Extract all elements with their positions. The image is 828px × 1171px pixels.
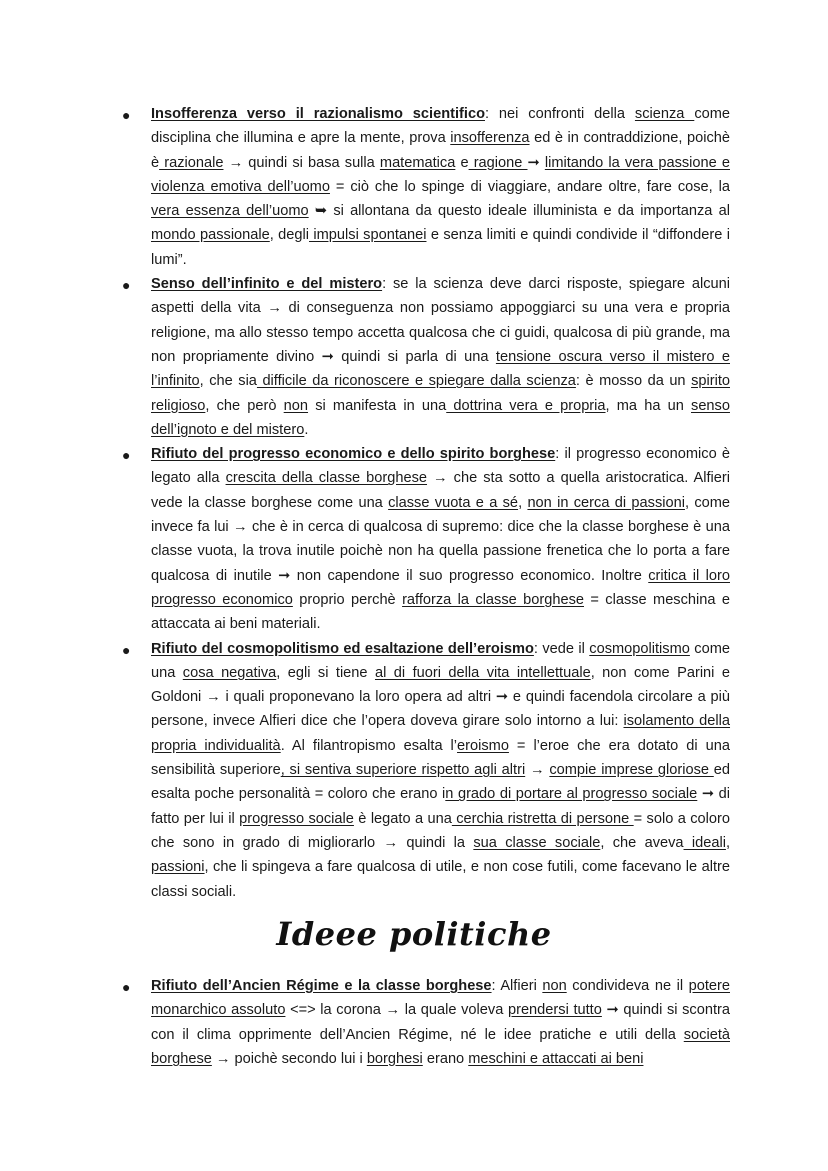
text-run: <=> la corona → la quale voleva	[285, 1002, 508, 1019]
paragraph	[151, 974, 730, 1071]
text-run: , come invece fa lui → che è in cerca di qualcosa di supremo: dice che la classe borghese è una classe vuota, la trova inutile poichè non ha quella passione frenetica che lo porta a fare qualcosa di inutile ➞ non capendone il suo progresso economico. Inoltre	[151, 494, 731, 584]
underlined-text: non	[542, 978, 567, 994]
text-run: si manifesta in una	[308, 397, 447, 414]
underlined-text: compie imprese gloriose	[549, 762, 714, 779]
text-run: e	[455, 154, 469, 171]
list-item	[118, 272, 730, 442]
text-run: come disciplina che illumina e apre la mente, prova	[151, 106, 730, 147]
text-run: ➞	[527, 154, 545, 171]
underlined-text: eroismo	[457, 737, 509, 754]
underlined-text: difficile da riconoscere e spiegare dalla scienza	[256, 373, 576, 390]
underlined-text: progresso sociale	[239, 810, 354, 827]
text-run: ➞ quindi si scontra con il clima opprimente dell’Ancien Régime, né le idee pratiche e utili della	[151, 1002, 730, 1043]
text-run: erano	[422, 1050, 469, 1067]
bullet-list-politica	[118, 974, 730, 1071]
text-run: → poichè secondo lui i	[211, 1050, 367, 1067]
underlined-text: mondo passionale	[151, 227, 270, 244]
item-title: Rifiuto del progresso economico e dello spirito borghese	[151, 446, 556, 463]
text-run: , non come Parini e Goldoni → i quali proponevano la loro opera ad altri ➞ e quindi facendola circolare a più persone, invece Alfieri dice che l’opera doveva girare solo intorno a lui:	[151, 664, 730, 730]
underlined-text: società borghese	[151, 1026, 730, 1067]
text-run: : vede il	[533, 640, 590, 657]
text-run: , che sia	[199, 373, 257, 390]
text-run: , che però	[205, 397, 284, 414]
underlined-text: classe vuota e a sé	[388, 494, 519, 511]
text-run: : il progresso economico è legato alla	[151, 446, 730, 487]
underlined-text: dottrina vera e propria	[446, 397, 606, 414]
underlined-text: , si sentiva superiore rispetto agli altri	[280, 762, 526, 779]
text-run: . Al filantropismo esalta l’	[280, 737, 458, 754]
text-run: : se la scienza deve darci risposte, spiegare alcuni aspetti della vita → di conseguenza non possiamo appoggiarci su una vera e propria religione, ma allo stesso tempo accetta qualcosa che ci guidi, qualcosa di più grande, ma non propriamente divino ➞ quindi si parla di una	[151, 276, 730, 365]
underlined-text: impulsi spontanei	[309, 227, 427, 244]
underlined-text: cosa negativa	[182, 664, 277, 681]
underlined-text: limitando la vera passione e violenza emotiva dell’uomo	[151, 154, 730, 195]
text-run: = ciò che lo spinge di viaggiare, andare oltre, fare cose, la	[329, 178, 730, 195]
paragraph	[151, 102, 730, 272]
underlined-text: potere monarchico assoluto	[151, 978, 730, 1019]
paragraph	[151, 442, 730, 636]
text-run: : è mosso da un	[575, 373, 692, 390]
underlined-text: vera essenza dell’uomo	[151, 203, 309, 220]
list-item	[118, 974, 730, 1071]
bullet-icon: ●	[122, 277, 131, 294]
text-run: , che li spingeva a fare qualcosa di utile, e non cose futili, come facevano le altre classi sociali.	[151, 859, 730, 900]
text-run: condivideva ne il	[566, 978, 689, 994]
item-title: Rifiuto del cosmopolitismo ed esaltazione dell’eroismo	[151, 640, 534, 657]
underlined-text: prendersi tutto	[507, 1002, 602, 1019]
list-item	[118, 102, 730, 272]
section-heading: Ideee politiche	[276, 915, 552, 953]
underlined-text: cosmopolitismo	[589, 640, 690, 657]
bullet-icon: ●	[122, 107, 131, 123]
underlined-text: matematica	[379, 154, 456, 171]
underlined-text: ragione	[468, 154, 528, 171]
text-run: → quindi si basa sulla	[223, 154, 380, 171]
underlined-text: non	[283, 397, 309, 414]
text-run: è legato a una	[353, 810, 452, 827]
text-run: →	[525, 762, 550, 779]
text-run: proprio perchè	[292, 591, 403, 608]
underlined-text: al di fuori della vita intellettuale	[374, 664, 591, 681]
text-run: , degli	[269, 227, 310, 244]
underlined-text: insofferenza	[450, 130, 530, 147]
list-item	[118, 442, 730, 636]
text-run: come una	[151, 640, 730, 681]
text-run: : nei confronti della	[484, 106, 635, 122]
item-title: Insofferenza verso il razionalismo scientifico	[151, 106, 485, 122]
item-title: Rifiuto dell’Ancien Régime e la classe borghese	[151, 978, 492, 994]
bullet-icon: ●	[122, 447, 131, 464]
bullet-icon: ●	[122, 979, 131, 995]
list-item	[118, 637, 730, 904]
underlined-text: passioni	[151, 859, 205, 876]
underlined-text: tensione oscura verso il mistero e l’infinito	[151, 348, 730, 390]
text-run: : Alfieri	[491, 978, 543, 994]
text-run: ,	[518, 494, 528, 511]
underlined-text: crescita della classe borghese	[225, 470, 428, 487]
underlined-text: spirito religioso	[151, 373, 730, 414]
text-run: , che aveva	[600, 834, 684, 851]
underlined-text: non in cerca di passioni	[527, 494, 685, 511]
text-run: , egli si tiene	[276, 664, 375, 681]
underlined-text: meschini e attaccati ai beni	[468, 1050, 644, 1067]
underlined-text: critica il loro progresso economico	[151, 567, 730, 608]
text-run: = solo a coloro che sono in grado di migliorarlo → quindi la	[151, 810, 730, 851]
underlined-text: n grado di portare al progresso sociale	[445, 786, 698, 803]
text-run: ➥ si allontana da questo ideale illuminista e da importanza al	[308, 203, 731, 220]
text-run: → che sta sotto a quella aristocratica. Alfieri vede la classe borghese come una	[151, 470, 731, 511]
underlined-text: borghesi	[366, 1050, 423, 1067]
item-title: Senso dell’infinito e del mistero	[151, 276, 383, 293]
underlined-text: razionale	[159, 154, 224, 171]
underlined-text: rafforza la classe borghese	[402, 591, 584, 608]
bullet-list-ideali	[118, 102, 730, 904]
text-run: ,	[725, 834, 730, 851]
text-run: , ma ha un	[605, 397, 692, 414]
text-run: = l’eroe che era dotato di una sensibilità superiore	[151, 737, 730, 779]
text-run: ed è in contraddizione, poichè è	[151, 130, 730, 171]
underlined-text: isolamento della propria individualità	[151, 713, 731, 754]
underlined-text: sua classe sociale	[473, 834, 601, 851]
text-run: e senza limiti e quindi condivide il “diffondere i lumi”.	[151, 227, 730, 268]
text-run: ed esalta poche personalità = coloro che erano i	[151, 762, 731, 803]
underlined-text: scienza	[634, 106, 695, 122]
underlined-text: cerchia ristretta di persone	[451, 810, 634, 827]
underlined-text: ideali	[683, 834, 726, 851]
text-run: = classe meschina e attaccata ai beni materiali.	[151, 591, 730, 633]
paragraph	[151, 272, 730, 442]
text-run: ➞ di fatto per lui il	[151, 786, 730, 827]
text-run: .	[304, 421, 309, 438]
paragraph	[151, 637, 730, 904]
bullet-icon: ●	[122, 641, 131, 658]
underlined-text: senso dell’ignoto e del mistero	[151, 397, 730, 438]
